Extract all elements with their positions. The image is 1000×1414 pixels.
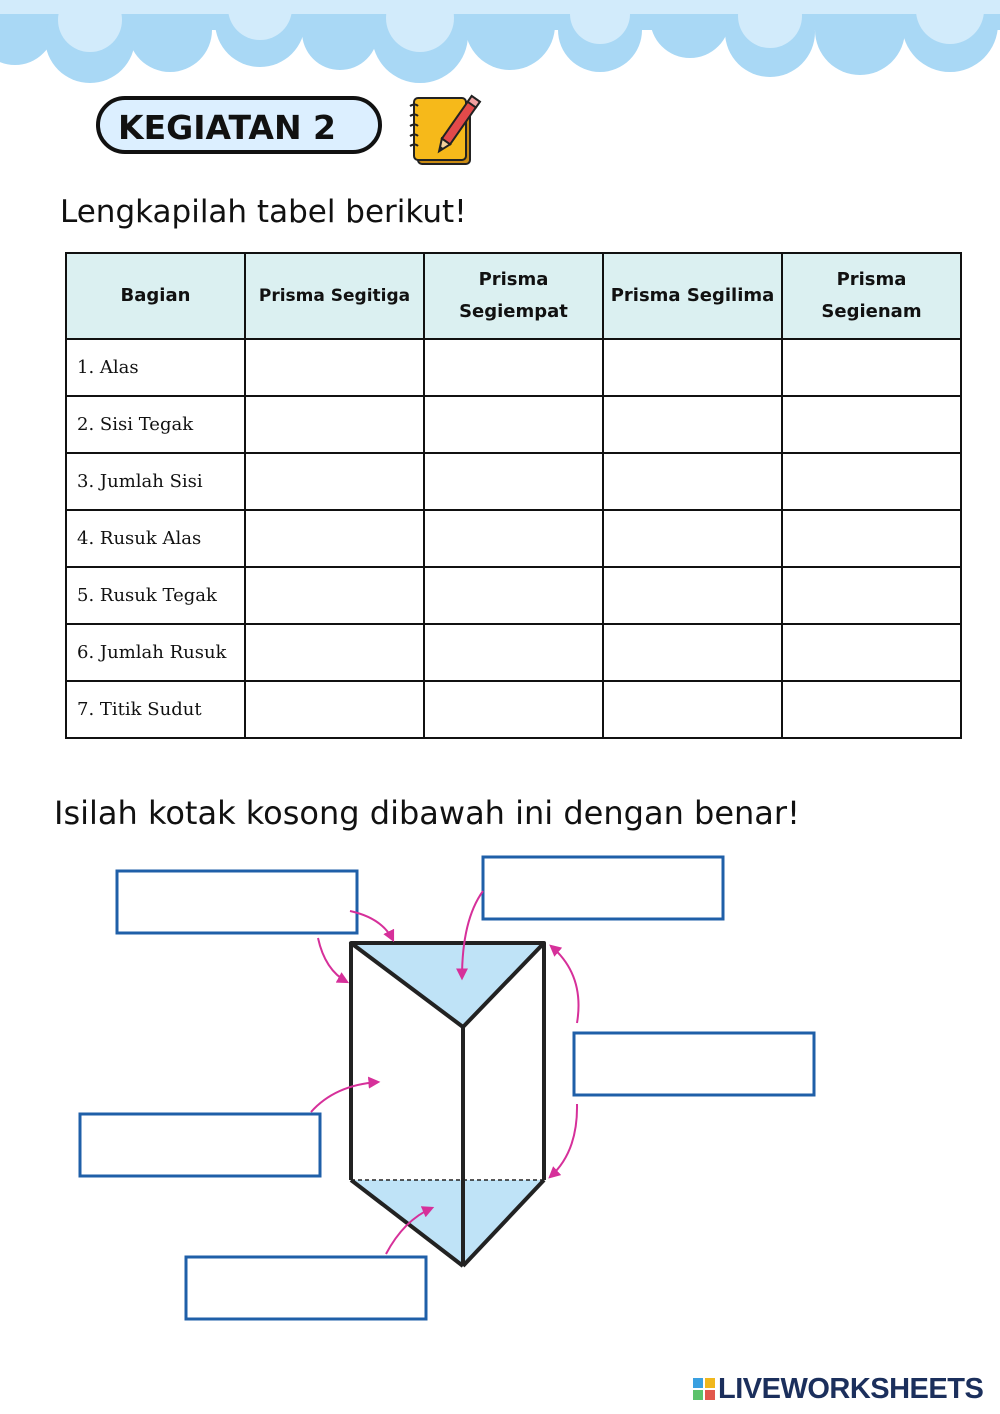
answer-cell[interactable]	[424, 624, 603, 681]
row-label: 5. Rusuk Tegak	[66, 567, 245, 624]
answer-cell[interactable]	[782, 681, 961, 738]
header-bagian: Bagian	[66, 253, 245, 339]
answer-cell[interactable]	[782, 567, 961, 624]
table-row	[66, 567, 961, 624]
table-row	[66, 681, 961, 738]
row-label: 6. Jumlah Rusuk	[66, 624, 245, 681]
answer-cell[interactable]	[245, 624, 424, 681]
cloud-border	[0, 0, 1000, 90]
answer-cell[interactable]	[782, 510, 961, 567]
table-header-row	[66, 253, 961, 339]
answer-cell[interactable]	[424, 339, 603, 396]
table-row	[66, 624, 961, 681]
answer-cell[interactable]	[603, 567, 782, 624]
answer-box-top-left[interactable]	[117, 871, 357, 933]
answer-cell[interactable]	[424, 453, 603, 510]
row-label: 2. Sisi Tegak	[66, 396, 245, 453]
header-prisma-segilima: Prisma Segilima	[603, 253, 782, 339]
prism-diagram	[0, 840, 1000, 1340]
row-label: 1. Alas	[66, 339, 245, 396]
liveworksheets-logo	[693, 1372, 983, 1406]
answer-cell[interactable]	[603, 510, 782, 567]
activity-badge	[96, 96, 382, 154]
answer-cell[interactable]	[424, 567, 603, 624]
table-row	[66, 396, 961, 453]
answer-cell[interactable]	[603, 453, 782, 510]
answer-cell[interactable]	[245, 567, 424, 624]
answer-cell[interactable]	[424, 396, 603, 453]
answer-cell[interactable]	[782, 396, 961, 453]
row-label: 7. Titik Sudut	[66, 681, 245, 738]
answer-cell[interactable]	[782, 339, 961, 396]
table-row	[66, 339, 961, 396]
answer-cell[interactable]	[603, 339, 782, 396]
answer-cell[interactable]	[245, 339, 424, 396]
answer-cell[interactable]	[782, 624, 961, 681]
liveworksheets-logo-text: LIVEWORKSHEETS	[718, 1372, 984, 1405]
table-row	[66, 510, 961, 567]
table-row	[66, 453, 961, 510]
diagram-instruction: Isilah kotak kosong dibawah ini dengan benar!	[54, 794, 800, 832]
answer-cell[interactable]	[424, 681, 603, 738]
prism-table	[65, 252, 962, 739]
answer-cell[interactable]	[603, 624, 782, 681]
answer-cell[interactable]	[603, 396, 782, 453]
answer-cell[interactable]	[424, 510, 603, 567]
answer-cell[interactable]	[782, 453, 961, 510]
header-prisma-segienam: Prisma Segienam	[782, 253, 961, 339]
header-prisma-segiempat: Prisma Segiempat	[424, 253, 603, 339]
activity-badge-label: KEGIATAN 2	[118, 108, 337, 147]
answer-cell[interactable]	[245, 681, 424, 738]
row-label: 3. Jumlah Sisi	[66, 453, 245, 510]
answer-box-middle-right[interactable]	[574, 1033, 814, 1095]
answer-cell[interactable]	[603, 681, 782, 738]
row-label: 4. Rusuk Alas	[66, 510, 245, 567]
liveworksheets-logo-icon	[693, 1378, 715, 1400]
table-instruction: Lengkapilah tabel berikut!	[60, 194, 467, 230]
answer-cell[interactable]	[245, 510, 424, 567]
answer-box-bottom[interactable]	[186, 1257, 426, 1319]
answer-cell[interactable]	[245, 453, 424, 510]
answer-cell[interactable]	[245, 396, 424, 453]
notebook-pencil-icon	[404, 90, 484, 170]
answer-box-middle-left[interactable]	[80, 1114, 320, 1176]
answer-box-top-right[interactable]	[483, 857, 723, 919]
header-prisma-segitiga: Prisma Segitiga	[245, 253, 424, 339]
